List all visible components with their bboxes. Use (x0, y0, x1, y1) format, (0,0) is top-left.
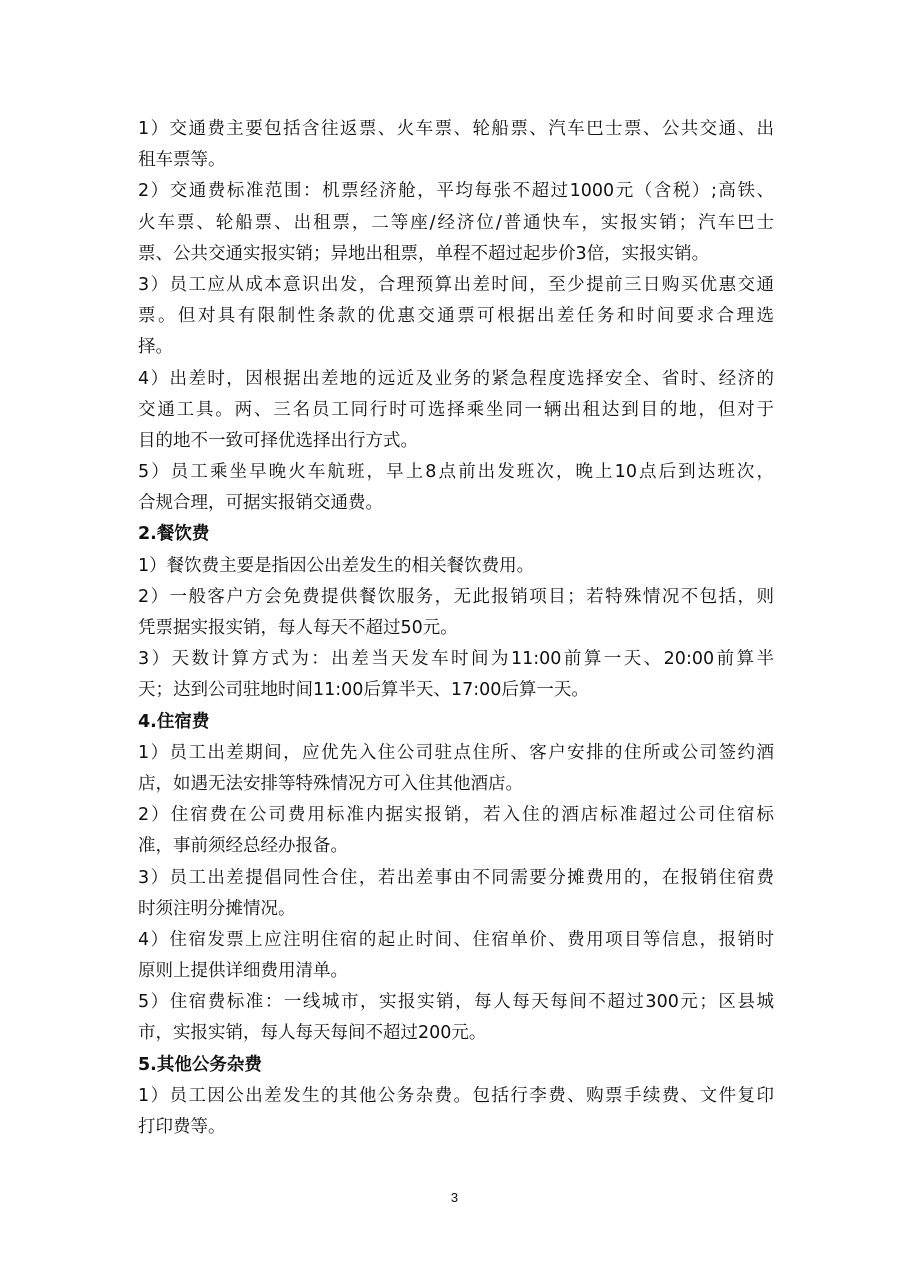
text-line: 天；达到公司驻地时间11:00后算半天、17:00后算一天。 (138, 680, 589, 701)
paragraph (138, 925, 774, 987)
text-line: 1）员工出差期间，应优先入住公司驻点住所、客户安排的住所或公司签约酒 (138, 742, 774, 763)
text-line: 4）出差时，因根据出差地的远近及业务的紧急程度选择安全、省时、经济的 (138, 368, 774, 389)
text-line: 5）住宿费标准：一线城市，实报实销，每人每天每间不超过300元；区县城 (138, 992, 774, 1013)
text-line: 1）餐饮费主要是指因公出差发生的相关餐饮费用。 (138, 555, 535, 576)
section (138, 1050, 774, 1144)
paragraph (138, 457, 774, 519)
text-line: 票、公共交通实报实销；异地出租票，单程不超过起步价3倍，实报实销。 (138, 243, 710, 264)
text-line: 市，实报实销，每人每天每间不超过200元。 (138, 1023, 487, 1044)
paragraph (138, 551, 774, 582)
text-line: 2）一般客户方会免费提供餐饮服务，无此报销项目；若特殊情况不包括，则 (138, 586, 774, 607)
text-line: 租车票等。 (138, 150, 226, 171)
text-line: 1）交通费主要包括含往返票、火车票、轮船票、汽车巴士票、公共交通、出 (138, 119, 774, 139)
text-line: 交通工具。两、三名员工同行时可选择乘坐同一辆出租达到目的地，但对于 (138, 399, 774, 420)
text-line: 4）住宿发票上应注明住宿的起止时间、住宿单价、费用项目等信息，报销时 (138, 929, 774, 950)
text-line: 1）员工因公出差发生的其他公务杂费。包括行李费、购票手续费、文件复印 (138, 1085, 774, 1106)
text-line: 原则上提供详细费用清单。 (138, 961, 348, 982)
text-line: 合规合理，可据实报销交通费。 (138, 493, 383, 514)
document-body (138, 114, 774, 1143)
text-line: 5）员工乘坐早晚火车航班，早上8点前出发班次，晚上10点后到达班次， (138, 462, 774, 483)
section (138, 519, 774, 706)
paragraph (138, 863, 774, 925)
text-line: 2）住宿费在公司费用标准内据实报销，若入住的酒店标准超过公司住宿标 (138, 805, 774, 826)
section-heading: 2.餐饮费 (138, 524, 210, 545)
paragraph (138, 644, 774, 706)
text-line: 火车票、轮船票、出租票，二等座/经济位/普通快车，实报实销；汽车巴士 (138, 212, 774, 233)
section (138, 114, 774, 519)
text-line: 3）员工出差提倡同性合住，若出差事由不同需要分摊费用的，在报销住宿费 (138, 867, 774, 888)
section-heading: 4.住宿费 (138, 711, 210, 732)
paragraph (138, 800, 774, 862)
paragraph (138, 1081, 774, 1143)
text-line: 准，事前须经总经办报备。 (138, 836, 348, 857)
text-line: 3）天数计算方式为：出差当天发车时间为11:00前算一天、20:00前算半 (138, 649, 774, 670)
paragraph (138, 364, 774, 458)
text-line: 时须注明分摊情况。 (138, 898, 296, 919)
text-line: 打印费等。 (138, 1117, 226, 1137)
page-number: 3 (450, 1190, 459, 1205)
text-line: 店，如遇无法安排等特殊情况方可入住其他酒店。 (138, 773, 523, 794)
text-line: 择。 (138, 337, 173, 358)
paragraph (138, 582, 774, 644)
text-line: 目的地不一致可择优选择出行方式。 (138, 430, 418, 451)
paragraph (138, 114, 774, 176)
text-line: 2）交通费标准范围：机票经济舱，平均每张不超过1000元（含税）;高铁、 (138, 181, 774, 202)
text-line: 票。但对具有限制性条款的优惠交通票可根据出差任务和时间要求合理选 (138, 306, 774, 327)
paragraph (138, 738, 774, 800)
text-line: 凭票据实报实销，每人每天不超过50元。 (138, 618, 458, 638)
section (138, 707, 774, 1050)
paragraph (138, 176, 774, 270)
section-heading: 5.其他公务杂费 (138, 1054, 262, 1075)
text-line: 3）员工应从成本意识出发，合理预算出差时间，至少提前三日购买优惠交通 (138, 274, 774, 295)
paragraph (138, 987, 774, 1049)
paragraph (138, 270, 774, 364)
